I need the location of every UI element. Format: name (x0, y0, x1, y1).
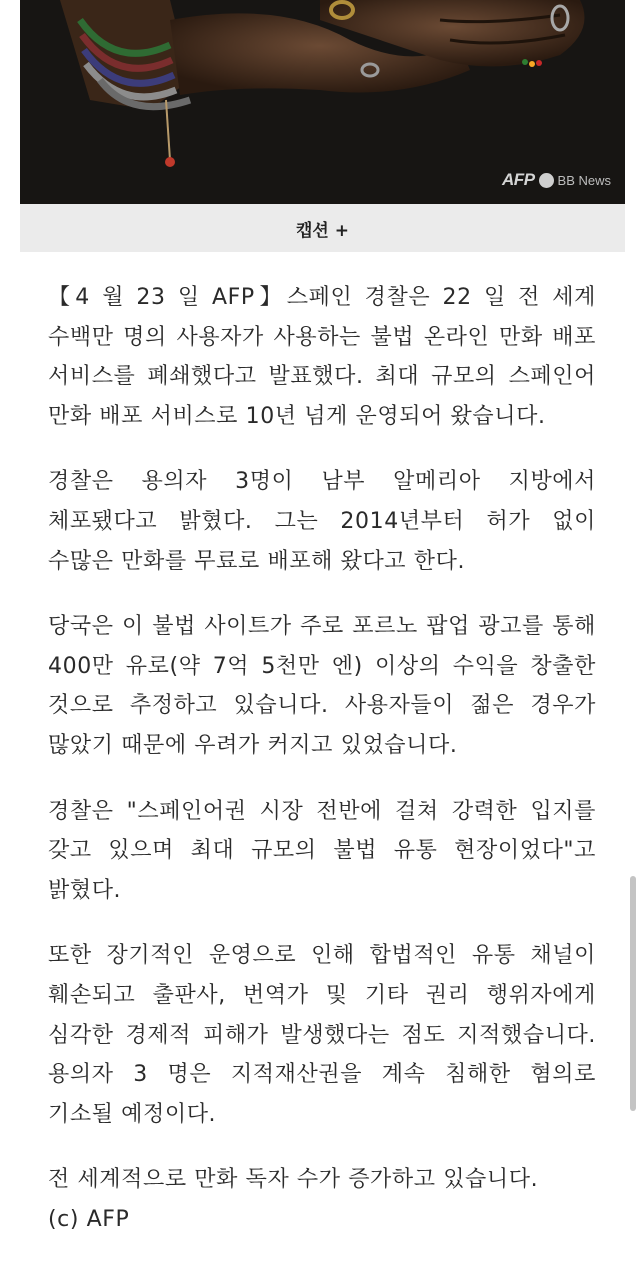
article-paragraph: 경찰은 용의자 3명이 남부 알메리아 지방에서 체포됐다고 밝혔다. 그는 2014년부터 허가 없이 수많은 만화를 무료로 배포해 왔다고 한다. (48, 469, 596, 574)
afp-logo: AFP (502, 170, 535, 189)
article-photo (20, 0, 625, 204)
credit-source: BB News (557, 172, 611, 188)
photo-credit (502, 170, 611, 190)
article-paragraph: 당국은 이 불법 사이트가 주로 포르노 팝업 광고를 통해 400만 유로(약 7억 5천만 엔) 이상의 수익을 창출한 것으로 추정하고 있습니다. 사용자들이 젊은 경우가 많았기 때문에 우려가 커지고 있었습니다. (48, 614, 596, 758)
article-paragraph: 경찰은 "스페인어권 시장 전반에 걸쳐 강력한 입지를 갖고 있으며 최대 규모의 불법 유통 현장이었다"고 밝혔다. (48, 798, 596, 903)
article-footer: (c) AFP (48, 1206, 130, 1232)
caption-toggle-button[interactable]: 캡션 + (20, 204, 625, 252)
scrollbar[interactable] (630, 876, 636, 1111)
article-body (48, 278, 596, 1265)
bbnews-logo-icon (539, 173, 554, 188)
article-paragraph: 【4 월 23 일 AFP】스페인 경찰은 22 일 전 세계 수백만 명의 사용자가 사용하는 불법 온라인 만화 배포 서비스를 폐쇄했다고 발표했다. 최대 규모의 스페인어 만화 배포 서비스로 10년 넘게 운영되어 왔습니다. (48, 285, 596, 429)
article-paragraph: 또한 장기적인 운영으로 인해 합법적인 유통 채널이 훼손되고 출판사, 번역가 및 기타 권리 행위자에게 심각한 경제적 피해가 발생했다는 점도 지적했습니다. 용의자 3 명은 지적재산권을 계속 침해한 혐의로 기소될 예정이다. (48, 943, 596, 1127)
article-paragraph: 전 세계적으로 만화 독자 수가 증가하고 있습니다. (48, 1167, 539, 1193)
